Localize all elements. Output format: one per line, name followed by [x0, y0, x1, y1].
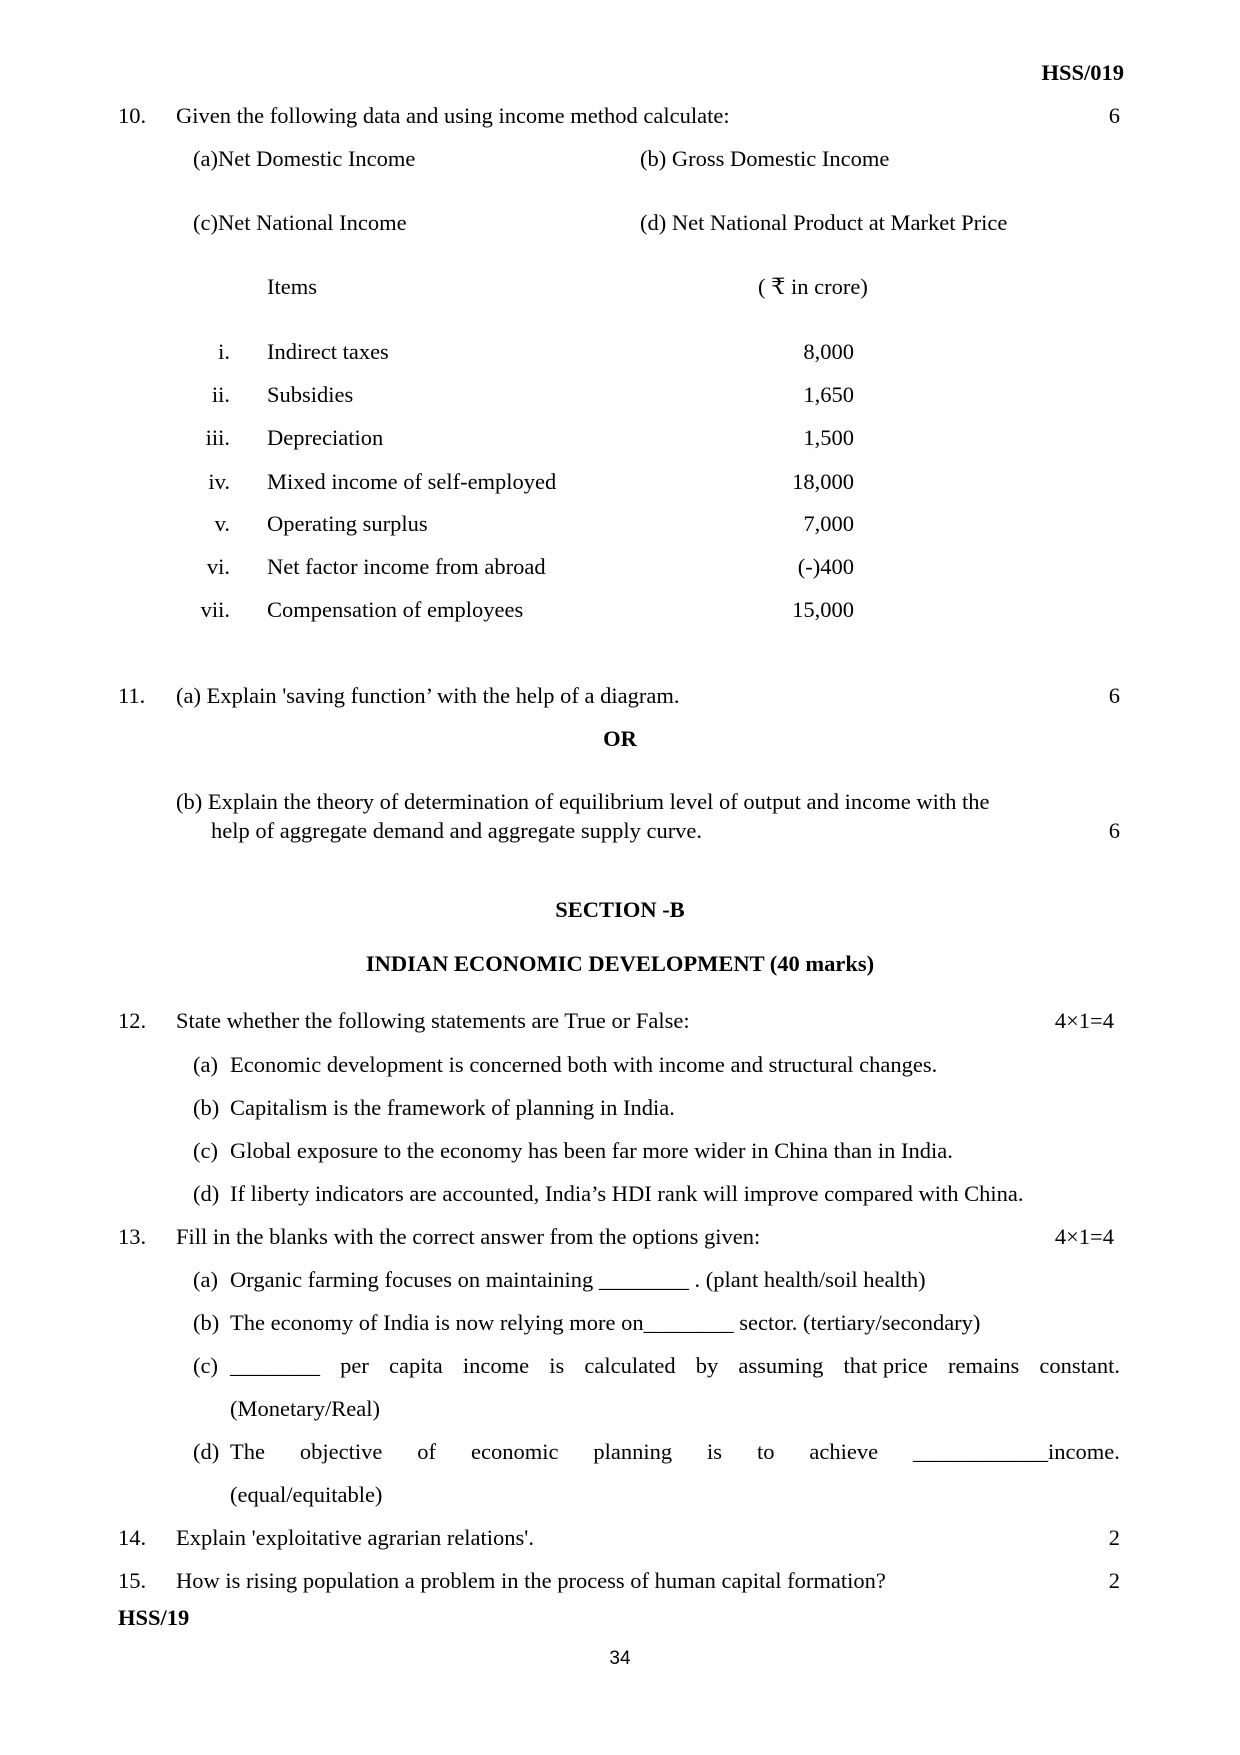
item-text: Global exposure to the economy has been far more wider in China than in India.: [230, 1138, 953, 1163]
question-text: (a) Explain 'saving function’ with the help of a diagram.: [176, 683, 680, 708]
row-number: iii.: [205, 425, 230, 450]
part-b: (b) Gross Domestic Income: [640, 146, 890, 171]
table-header-items: Items: [267, 274, 317, 299]
question-text: (b) Explain the theory of determination of equilibrium level of output and income with the: [176, 789, 990, 814]
part-d: (d) Net National Product at Market Price: [640, 210, 1008, 235]
question-text: How is rising population a problem in the process of human capital formation?: [176, 1568, 886, 1593]
table-header-value: ( ₹ in crore): [758, 274, 868, 299]
word: per: [340, 1353, 369, 1378]
question-marks: 2: [1108, 1568, 1120, 1593]
section-title: SECTION -B: [555, 897, 685, 922]
item-text: [230, 1355, 1120, 1378]
row-value: 1,650: [803, 382, 854, 407]
item-label: (d): [193, 1181, 220, 1206]
item-label: (b): [193, 1095, 220, 1120]
or-divider: OR: [603, 726, 637, 751]
question-number: 10.: [118, 103, 147, 128]
row-item: Depreciation: [267, 425, 384, 450]
question-marks: 2: [1108, 1525, 1120, 1550]
word: is: [707, 1439, 723, 1464]
item-label: (c): [193, 1138, 218, 1163]
word: objective: [299, 1439, 383, 1464]
row-number: i.: [218, 339, 230, 364]
row-number: vii.: [200, 597, 230, 622]
word: of: [417, 1439, 437, 1464]
word: to: [756, 1439, 775, 1464]
item-label: (c): [193, 1353, 218, 1378]
part-c: (c)Net National Income: [193, 210, 407, 235]
word: constant.: [1039, 1353, 1120, 1378]
word: remains: [948, 1353, 1020, 1378]
item-text: [230, 1441, 1120, 1464]
item-text: The economy of India is now relying more on________ sector. (tertiary/secondary): [230, 1310, 981, 1335]
item-options: (Monetary/Real): [230, 1396, 380, 1421]
row-value: 15,000: [792, 597, 854, 622]
word: calculated: [584, 1353, 676, 1378]
question-text: Given the following data and using income method calculate:: [176, 103, 730, 128]
row-value: 18,000: [792, 469, 854, 494]
question-text: help of aggregate demand and aggregate supply curve.: [211, 818, 703, 843]
section-subtitle: INDIAN ECONOMIC DEVELOPMENT (40 marks): [365, 951, 875, 976]
question-marks: 4×1=4: [1054, 1224, 1114, 1249]
row-value: 8,000: [803, 339, 854, 364]
row-item: Operating surplus: [267, 511, 428, 536]
row-item: Indirect taxes: [267, 339, 389, 364]
page-number: 34: [609, 1648, 631, 1669]
item-text: If liberty indicators are accounted, India’s HDI rank will improve compared with China.: [230, 1181, 1024, 1206]
word: capita: [389, 1353, 443, 1378]
item-text: Economic development is concerned both with income and structural changes.: [230, 1052, 938, 1077]
row-item: Mixed income of self-employed: [267, 469, 557, 494]
word: by: [695, 1353, 719, 1378]
item-text: Organic farming focuses on maintaining ________ . (plant health/soil health): [230, 1267, 926, 1292]
question-number: 15.: [118, 1568, 147, 1593]
question-number: 14.: [118, 1525, 147, 1550]
item-options: (equal/equitable): [230, 1482, 383, 1507]
word: economic: [470, 1439, 559, 1464]
row-item: Compensation of employees: [267, 597, 524, 622]
word: achieve: [809, 1439, 879, 1464]
question-text: Fill in the blanks with the correct answer from the options given:: [176, 1224, 761, 1249]
part-a: (a)Net Domestic Income: [193, 146, 416, 171]
header-code: HSS/019: [1041, 60, 1124, 85]
question-number: 13.: [118, 1224, 147, 1249]
row-number: v.: [214, 511, 230, 536]
item-label: (a): [193, 1267, 218, 1292]
row-number: iv.: [208, 469, 230, 494]
question-marks: 6: [1108, 103, 1120, 128]
row-value: (-)400: [797, 554, 854, 579]
item-text: Capitalism is the framework of planning in India.: [230, 1095, 675, 1120]
row-number: ii.: [211, 382, 230, 407]
row-number: vi.: [206, 554, 230, 579]
word: is: [549, 1353, 565, 1378]
question-marks: 6: [1108, 818, 1120, 843]
row-value: 7,000: [803, 511, 854, 536]
question-text: Explain 'exploitative agrarian relations'.: [176, 1525, 534, 1550]
word: The: [230, 1439, 265, 1464]
word: assuming: [738, 1353, 824, 1378]
question-marks: 4×1=4: [1054, 1008, 1114, 1033]
word: ____________income.: [913, 1439, 1120, 1464]
question-number: 12.: [118, 1008, 147, 1033]
word: income: [462, 1353, 530, 1378]
row-value: 1,500: [803, 425, 854, 450]
question-text: State whether the following statements are True or False:: [176, 1008, 690, 1033]
question-marks: 6: [1108, 683, 1120, 708]
item-label: (d): [193, 1439, 220, 1464]
item-label: (b): [193, 1310, 220, 1335]
question-number: 11.: [118, 683, 146, 708]
word: planning: [593, 1439, 673, 1464]
item-label: (a): [193, 1052, 218, 1077]
word: that price: [843, 1353, 928, 1378]
row-item: Subsidies: [267, 382, 354, 407]
footer-code: HSS/19: [118, 1605, 190, 1630]
word: ________: [230, 1353, 320, 1378]
row-item: Net factor income from abroad: [267, 554, 546, 579]
